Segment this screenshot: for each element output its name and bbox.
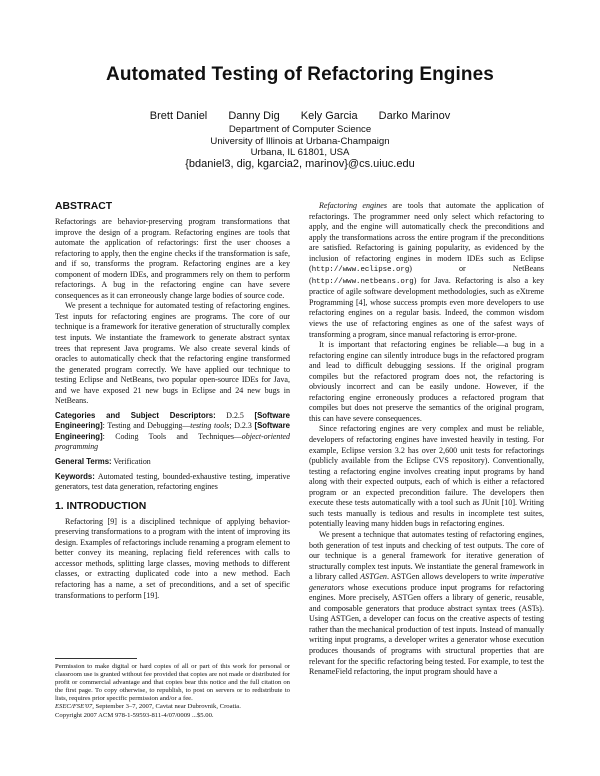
abstract-paragraph: We present a technique for automated testing of refactoring engines. Test inputs for refactoring engines are programs. The core of our technique is a framework for iterative generation of structurally complex test inputs. We instantiate the framework to generate abstract syntax trees that represent Java programs. We also create several kinds of oracles to automatically check that the refactoring engine transformed the generated program correctly. We have applied our technique to testing Eclipse and NetBeans, two popular open-source IDEs for Java, and we have exposed 21 new bugs in Eclipse and 24 new bugs in NetBeans. <box>55 301 290 406</box>
venue-line: ESEC/FSE'07, September 3–7, 2007, Cavtat near Dubrovnik, Croatia. <box>55 703 241 711</box>
author-name: Darko Marinov <box>378 110 451 122</box>
author-name: Kely Garcia <box>300 110 358 122</box>
author-name: Danny Dig <box>228 110 280 122</box>
copyright-line: Copyright 2007 ACM 978-1-59593-811-4/07/0009 ...$5.00. <box>55 711 214 719</box>
categories: Categories and Subject Descriptors: D.2.5 [Software Engineering]: Testing and Debugging—testing tools; D.2.3 [Software Engineering]: Coding Tools and Techniques—object-oriented programming <box>55 410 291 452</box>
affiliation <box>0 124 600 170</box>
copyright-notice <box>55 663 290 720</box>
affiliation-city: Urbana, IL 61801, USA <box>250 147 350 159</box>
author-list <box>0 110 600 122</box>
abstract-paragraph: Refactorings are behavior-preserving program transformations that improve the design of a program. Refactoring engines are tools that automate the application of refactorings: first the user chooses a refactoring to apply, then the engine checks if the transformation is safe, and if so, transforms the program. Refactoring engines are a key component of modern IDEs, and programmers rely on them to perform refactorings. A bug in the refactoring engine can have severe consequences as it can erroneously change large bodies of source code. <box>55 217 290 300</box>
general-terms: General Terms: Verification <box>55 457 151 467</box>
permission-text: Permission to make digital or hard copies of all or part of this work for personal or classroom use is granted without fee provided that copies are not made or distributed for profit or commercial advantage and that copies bear this notice and the full citation on the first page. To copy otherwise, to republish, to post on servers or to redistribute to lists, requires prior specific permission and/or a fee. <box>55 663 290 703</box>
left-column <box>55 201 290 601</box>
right-column <box>309 201 544 678</box>
introduction-paragraph: Refactoring [9] is a disciplined technique of applying behavior-preserving transformations to a program with the intent of improving its design. Examples of refactorings include renaming a program element to better convey its meaning, replacing field references with calls to accessor methods, splitting large classes, moving methods to different classes, or extracting duplicated code into a new method. Each refactoring has a name, a set of preconditions, and a set of specific transformations to perform [19]. <box>55 516 290 600</box>
introduction-heading: 1. INTRODUCTION <box>55 500 147 512</box>
author-name: Brett Daniel <box>149 110 208 122</box>
url-link: http://www.eclipse.org <box>311 266 410 275</box>
abstract-heading: ABSTRACT <box>55 201 113 212</box>
categories-label: Categories and Subject Descriptors: <box>55 410 216 420</box>
body-paragraph: We present a technique that automates testing of refactoring engines, both generation of test inputs and checking of test outputs. The core of our technique is a general framework for iterative generation of structurally complex test inputs. We instantiate the general framework in a library called ASTGen. ASTGen allows developers to write imperative generators whose executions produce input programs for refactoring engines. More precisely, ASTGen offers a library of generic, reusable, and composable generators that produce abstract syntax trees (ASTs). Using ASTGen, a developer can focus on the creative aspects of testing rather than the mechanical production of test inputs. Instead of manually writing input programs, a developer writes a generator whose execution produces thousands of programs with structural properties that are relevant for the specific refactoring being tested. For example, to test the RenameField refactoring, the input program should have a <box>309 529 544 677</box>
affiliation-dept: Department of Computer Science <box>228 124 372 135</box>
body-paragraph: Since refactoring engines are very complex and must be reliable, developers of refactoring engines have invested heavily in testing. For example, Eclipse version 3.2 has over 2,600 unit tests for refactorings (publicly available from the Eclipse CVS repository). Conventionally, testing a refactoring engine involves creating input programs by hand along with their expected outputs, each of which is either a refactored program or an expected precondition failure. The developers then execute these tests automatically with a tool such as JUnit [10]. Writing such tests manually is tedious and results in incomplete test suites, potentially leaving many hidden bugs in refactoring engines. <box>309 424 544 529</box>
body-paragraph: Refactoring engines are tools that automate the application of refactorings. The programmer need only select which refactoring to apply, and the engine will automatically check the preconditions and apply the transformations across the entire program if the preconditions are satisfied. Refactoring is gaining popularity, as evidenced by the inclusion of refactoring engines in modern IDEs such as Eclipse (http://www.eclipse.org) or NetBeans (http://www.netbeans.org) for Java. Refactoring is also a key practice of agile software development methodologies, such as eXtreme Programming [4], whose success prompts even more developers to use refactoring engines on a regular basis. Indeed, the common wisdom views the use of refactoring engines as one of the safest ways of transforming a program, since manual refactoring is error-prone. <box>309 201 544 339</box>
footnote-rule <box>55 658 137 659</box>
keywords: Keywords: Automated testing, bounded-exhaustive testing, imperative generators, test data generation, refactoring engines <box>55 471 290 492</box>
author-emails: {bdaniel3, dig, kgarcia2, marinov}@cs.uiuc.edu <box>185 157 415 170</box>
url-link: http://www.netbeans.org <box>311 277 414 286</box>
affiliation-univ: University of Illinois at Urbana-Champaign <box>210 135 390 147</box>
body-paragraph: It is important that refactoring engines be reliable—a bug in a refactoring engine can silently introduce bugs in the refactored program and lead to difficult debugging sessions. If the original program compiles but the refactored program does not, the refactoring is obviously incorrect and can be easily undone. However, if the refactoring engine erroneously produces a refactored program that compiles but does not preserve the semantics of the original program, this can have severe consequences. <box>309 340 544 423</box>
paper-title: Automated Testing of Refactoring Engines <box>106 64 494 85</box>
